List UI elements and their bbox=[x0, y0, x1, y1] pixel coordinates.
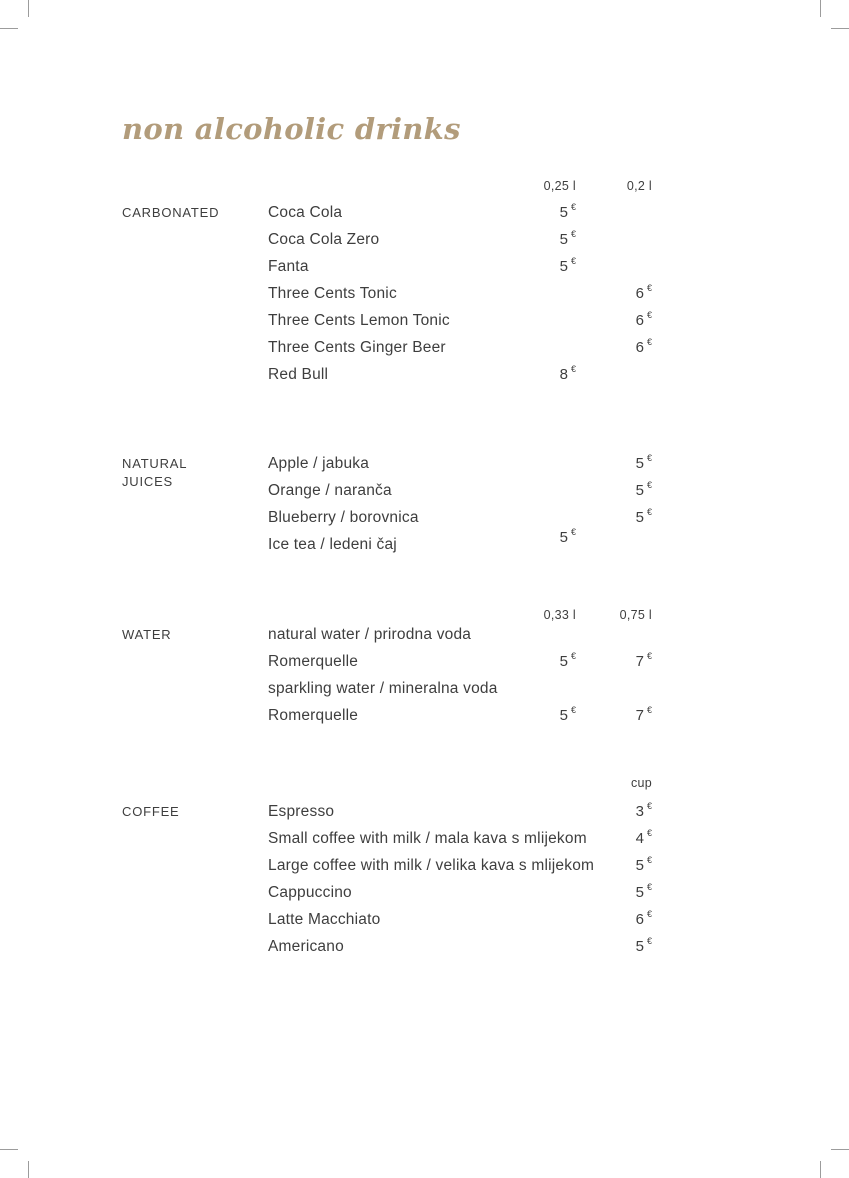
item-price2 bbox=[576, 482, 652, 499]
menu-item-row bbox=[268, 504, 652, 531]
item-price2 bbox=[576, 938, 652, 955]
menu-item-row bbox=[268, 199, 652, 226]
item-name: Three Cents Ginger Beer bbox=[268, 338, 446, 356]
euro-symbol: € bbox=[646, 283, 652, 293]
euro-symbol: € bbox=[646, 882, 652, 892]
menu-item-row bbox=[268, 226, 652, 253]
euro-symbol: € bbox=[646, 909, 652, 919]
section-label bbox=[122, 626, 268, 644]
price-value: 6 bbox=[635, 285, 644, 302]
menu-item-row bbox=[268, 477, 652, 504]
menu-item-row bbox=[268, 307, 652, 334]
price-value: 5 bbox=[635, 938, 644, 955]
item-name: Apple / jabuka bbox=[268, 454, 370, 472]
euro-symbol: € bbox=[646, 705, 652, 715]
menu bbox=[122, 172, 652, 960]
section-label-line: JUICES bbox=[122, 473, 174, 489]
item-price2 bbox=[576, 830, 652, 847]
menu-item-row bbox=[268, 450, 652, 477]
menu-section-water bbox=[122, 608, 652, 729]
item-name: Romerquelle bbox=[268, 652, 359, 670]
menu-item-row bbox=[268, 879, 652, 906]
price-value: 5 bbox=[635, 455, 644, 472]
menu-item-row bbox=[268, 906, 652, 933]
euro-symbol: € bbox=[646, 480, 652, 490]
price-value: 6 bbox=[635, 312, 644, 329]
euro-symbol: € bbox=[570, 651, 576, 661]
item-price2 bbox=[576, 884, 652, 901]
menu-item-row bbox=[268, 702, 652, 729]
item-name: Coca Cola bbox=[268, 203, 343, 221]
item-price1 bbox=[500, 258, 576, 275]
price-value: 7 bbox=[635, 653, 644, 670]
item-name: Small coffee with milk / mala kava s mlijekom bbox=[268, 829, 587, 847]
item-name: sparkling water / mineralna voda bbox=[268, 679, 498, 697]
size-header-row bbox=[268, 608, 652, 621]
item-price1 bbox=[500, 529, 576, 546]
crop-mark-top-left-vertical bbox=[28, 0, 29, 17]
item-price2 bbox=[576, 509, 652, 526]
crop-mark-bottom-left-vertical bbox=[28, 1161, 29, 1178]
menu-item-row bbox=[268, 933, 652, 960]
price-value: 5 bbox=[635, 857, 644, 874]
item-price1 bbox=[500, 231, 576, 248]
menu-item-row bbox=[268, 621, 652, 648]
menu-item-row bbox=[268, 527, 652, 558]
euro-symbol: € bbox=[646, 936, 652, 946]
euro-symbol: € bbox=[646, 651, 652, 661]
item-price2 bbox=[576, 339, 652, 356]
item-name: natural water / prirodna voda bbox=[268, 625, 472, 643]
crop-mark-bottom-left-horizontal bbox=[0, 1149, 18, 1150]
section-label-line: NATURAL bbox=[122, 455, 188, 471]
section-label bbox=[122, 204, 268, 222]
price-value: 6 bbox=[635, 339, 644, 356]
section-label-line: WATER bbox=[122, 626, 172, 642]
item-name: Fanta bbox=[268, 257, 309, 275]
item-name: Cappuccino bbox=[268, 883, 352, 901]
menu-item-row bbox=[268, 253, 652, 280]
price-value: 5 bbox=[559, 258, 568, 275]
size-header: 0,25 l bbox=[543, 178, 576, 193]
item-name: Large coffee with milk / velika kava s mlijekom bbox=[268, 856, 595, 874]
menu-item-row bbox=[268, 825, 652, 852]
size-header: 0,75 l bbox=[619, 608, 652, 622]
size-header-row bbox=[268, 172, 652, 199]
menu-section-juices bbox=[122, 450, 652, 558]
item-price2 bbox=[576, 285, 652, 302]
item-price2 bbox=[576, 911, 652, 928]
euro-symbol: € bbox=[570, 527, 576, 537]
price-value: 5 bbox=[559, 204, 568, 221]
menu-section-coffee bbox=[122, 767, 652, 960]
price-value: 5 bbox=[635, 509, 644, 526]
item-name: Coca Cola Zero bbox=[268, 230, 380, 248]
item-price2 bbox=[576, 653, 652, 670]
size-header: 0,2 l bbox=[626, 178, 652, 193]
section-label-line: CARBONATED bbox=[122, 204, 220, 220]
price-value: 5 bbox=[559, 707, 568, 724]
item-name: Orange / naranča bbox=[268, 481, 392, 499]
section-label-line: COFFEE bbox=[122, 803, 180, 819]
euro-symbol: € bbox=[646, 828, 652, 838]
item-name: Latte Macchiato bbox=[268, 910, 381, 928]
price-value: 5 bbox=[559, 653, 568, 670]
euro-symbol: € bbox=[570, 229, 576, 239]
price-value: 6 bbox=[635, 911, 644, 928]
crop-mark-top-right-horizontal bbox=[831, 28, 849, 29]
euro-symbol: € bbox=[646, 310, 652, 320]
item-name: Romerquelle bbox=[268, 706, 359, 724]
item-price1 bbox=[500, 707, 576, 724]
item-price2 bbox=[576, 455, 652, 472]
page-title: non alcoholic drinks bbox=[122, 112, 461, 146]
menu-section-carbonated bbox=[122, 172, 652, 388]
price-value: 5 bbox=[635, 884, 644, 901]
price-value: 5 bbox=[559, 529, 568, 546]
section-label bbox=[122, 455, 268, 491]
section-label bbox=[122, 803, 268, 821]
euro-symbol: € bbox=[646, 453, 652, 463]
euro-symbol: € bbox=[646, 855, 652, 865]
crop-mark-top-left-horizontal bbox=[0, 28, 18, 29]
item-name: Americano bbox=[268, 937, 344, 955]
euro-symbol: € bbox=[646, 337, 652, 347]
item-price1 bbox=[500, 366, 576, 383]
item-name: Espresso bbox=[268, 802, 335, 820]
item-price2 bbox=[576, 803, 652, 820]
menu-item-row bbox=[268, 334, 652, 361]
price-value: 5 bbox=[559, 231, 568, 248]
euro-symbol: € bbox=[570, 256, 576, 266]
menu-item-row bbox=[268, 361, 652, 388]
item-name: Red Bull bbox=[268, 365, 329, 383]
item-name: Blueberry / borovnica bbox=[268, 508, 419, 526]
euro-symbol: € bbox=[570, 364, 576, 374]
size-header: cup bbox=[630, 775, 652, 790]
price-value: 4 bbox=[635, 830, 644, 847]
crop-mark-bottom-right-vertical bbox=[820, 1161, 821, 1178]
menu-item-row bbox=[268, 852, 652, 879]
menu-item-row bbox=[268, 280, 652, 307]
price-value: 5 bbox=[635, 482, 644, 499]
euro-symbol: € bbox=[570, 202, 576, 212]
menu-item-row bbox=[268, 648, 652, 675]
price-value: 8 bbox=[559, 366, 568, 383]
euro-symbol: € bbox=[646, 507, 652, 517]
item-price1 bbox=[500, 204, 576, 221]
euro-symbol: € bbox=[646, 801, 652, 811]
euro-symbol: € bbox=[570, 705, 576, 715]
price-value: 7 bbox=[635, 707, 644, 724]
item-price2 bbox=[576, 857, 652, 874]
item-name: Ice tea / ledeni čaj bbox=[268, 535, 397, 553]
item-price2 bbox=[576, 707, 652, 724]
menu-item-row bbox=[268, 675, 652, 702]
item-name: Three Cents Tonic bbox=[268, 284, 397, 302]
size-header: 0,33 l bbox=[543, 608, 576, 622]
item-price1 bbox=[500, 653, 576, 670]
size-header-row bbox=[268, 767, 652, 798]
price-value: 3 bbox=[635, 803, 644, 820]
menu-item-row bbox=[268, 798, 652, 825]
item-name: Three Cents Lemon Tonic bbox=[268, 311, 450, 329]
item-price2 bbox=[576, 312, 652, 329]
crop-mark-bottom-right-horizontal bbox=[831, 1149, 849, 1150]
crop-mark-top-right-vertical bbox=[820, 0, 821, 17]
